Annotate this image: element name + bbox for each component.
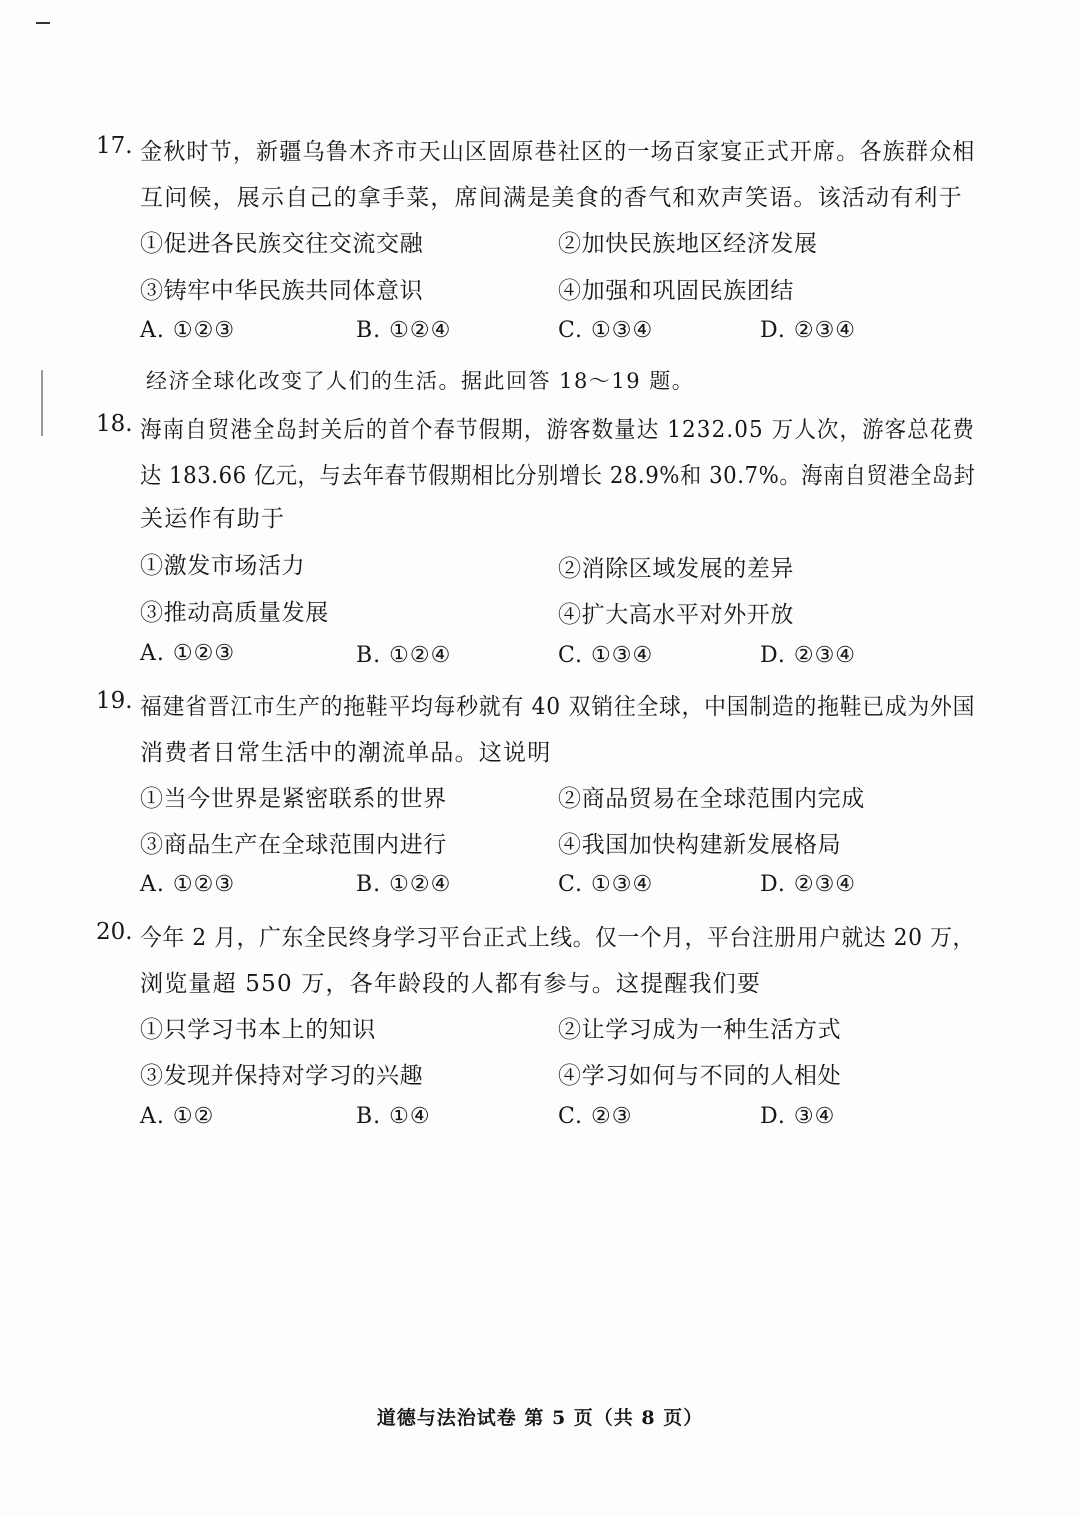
- question-20-choice-b: B. ①④: [356, 1104, 431, 1129]
- question-20-statement-1: ①只学习书本上的知识: [140, 1017, 376, 1043]
- section-intro: 经济全球化改变了人们的生活。据此回答 18～19 题。: [146, 369, 695, 393]
- question-19-statement-2: ②商品贸易在全球范围内完成: [558, 786, 865, 812]
- question-18-choice-c: C. ①③④: [558, 643, 654, 668]
- page-footer: 道德与法治试卷 第 5 页（共 8 页）: [376, 1407, 704, 1429]
- question-19-choice-b: B. ①②④: [356, 872, 452, 897]
- question-20-statement-4: ④学习如何与不同的人相处: [558, 1063, 842, 1089]
- question-18-stem-line-2: 达 183.66 亿元，与去年春节假期相比分别增长 28.9%和 30.7%。海南自贸港全岛封: [140, 463, 976, 489]
- question-18-choice-b: B. ①②④: [356, 643, 452, 668]
- question-17-choice-d: D. ②③④: [760, 318, 857, 343]
- question-20-statement-2: ②让学习成为一种生活方式: [558, 1017, 842, 1043]
- question-18-number: 18.: [96, 411, 133, 437]
- question-18-choice-a: A. ①②③: [140, 641, 236, 666]
- question-20-stem-line-1: 今年 2 月，广东全民终身学习平台正式上线。仅一个月，平台注册用户就达 20 万，: [140, 925, 975, 951]
- question-17-choice-a: A. ①②③: [140, 318, 236, 343]
- question-20-choice-a: A. ①②: [140, 1104, 215, 1129]
- question-18-stem-line-3: 关运作有助于: [140, 506, 286, 532]
- question-17-statement-3: ③铸牢中华民族共同体意识: [140, 278, 424, 304]
- question-19-choice-c: C. ①③④: [558, 872, 654, 897]
- question-18-stem-line-1: 海南自贸港全岛封关后的首个春节假期，游客数量达 1232.05 万人次，游客总花费: [140, 417, 975, 443]
- question-19-statement-4: ④我国加快构建新发展格局: [558, 832, 842, 858]
- question-18-choice-d: D. ②③④: [760, 643, 857, 668]
- question-17-stem-line-2: 互问候，展示自己的拿手菜，席间满是美食的香气和欢声笑语。该活动有利于: [140, 185, 963, 211]
- question-19-choice-d: D. ②③④: [760, 872, 857, 897]
- question-17-statement-2: ②加快民族地区经济发展: [558, 231, 818, 257]
- question-17-statement-4: ④加强和巩固民族团结: [558, 278, 794, 304]
- question-20-stem-line-2: 浏览量超 550 万，各年龄段的人都有参与。这提醒我们要: [140, 971, 762, 997]
- question-19-statement-1: ①当今世界是紧密联系的世界: [140, 786, 447, 812]
- question-20-statement-3: ③发现并保持对学习的兴趣: [140, 1063, 424, 1089]
- question-17-statement-1: ①促进各民族交往交流交融: [140, 231, 424, 257]
- question-19-stem-line-2: 消费者日常生活中的潮流单品。这说明: [140, 740, 552, 766]
- question-18-statement-4: ④扩大高水平对外开放: [558, 602, 794, 628]
- question-18-statement-3: ③推动高质量发展: [140, 600, 329, 626]
- question-17-choice-b: B. ①②④: [356, 318, 452, 343]
- question-20-choice-c: C. ②③: [558, 1104, 633, 1129]
- question-18-statement-1: ①激发市场活力: [140, 553, 306, 579]
- question-19-stem-line-1: 福建省晋江市生产的拖鞋平均每秒就有 40 双销往全球，中国制造的拖鞋已成为外国: [140, 694, 976, 720]
- question-17-choice-c: C. ①③④: [558, 318, 654, 343]
- question-20-number: 20.: [96, 919, 133, 945]
- question-19-choice-a: A. ①②③: [140, 872, 236, 897]
- corner-mark: [36, 22, 50, 24]
- question-17-number: 17.: [96, 133, 133, 159]
- binding-margin-line: [41, 370, 43, 436]
- question-19-statement-3: ③商品生产在全球范围内进行: [140, 832, 447, 858]
- question-20-choice-d: D. ③④: [760, 1104, 836, 1129]
- question-17-stem-line-1: 金秋时节，新疆乌鲁木齐市天山区固原巷社区的一场百家宴正式开席。各族群众相: [140, 139, 976, 165]
- question-19-number: 19.: [96, 688, 133, 714]
- question-18-statement-2: ②消除区域发展的差异: [558, 556, 794, 582]
